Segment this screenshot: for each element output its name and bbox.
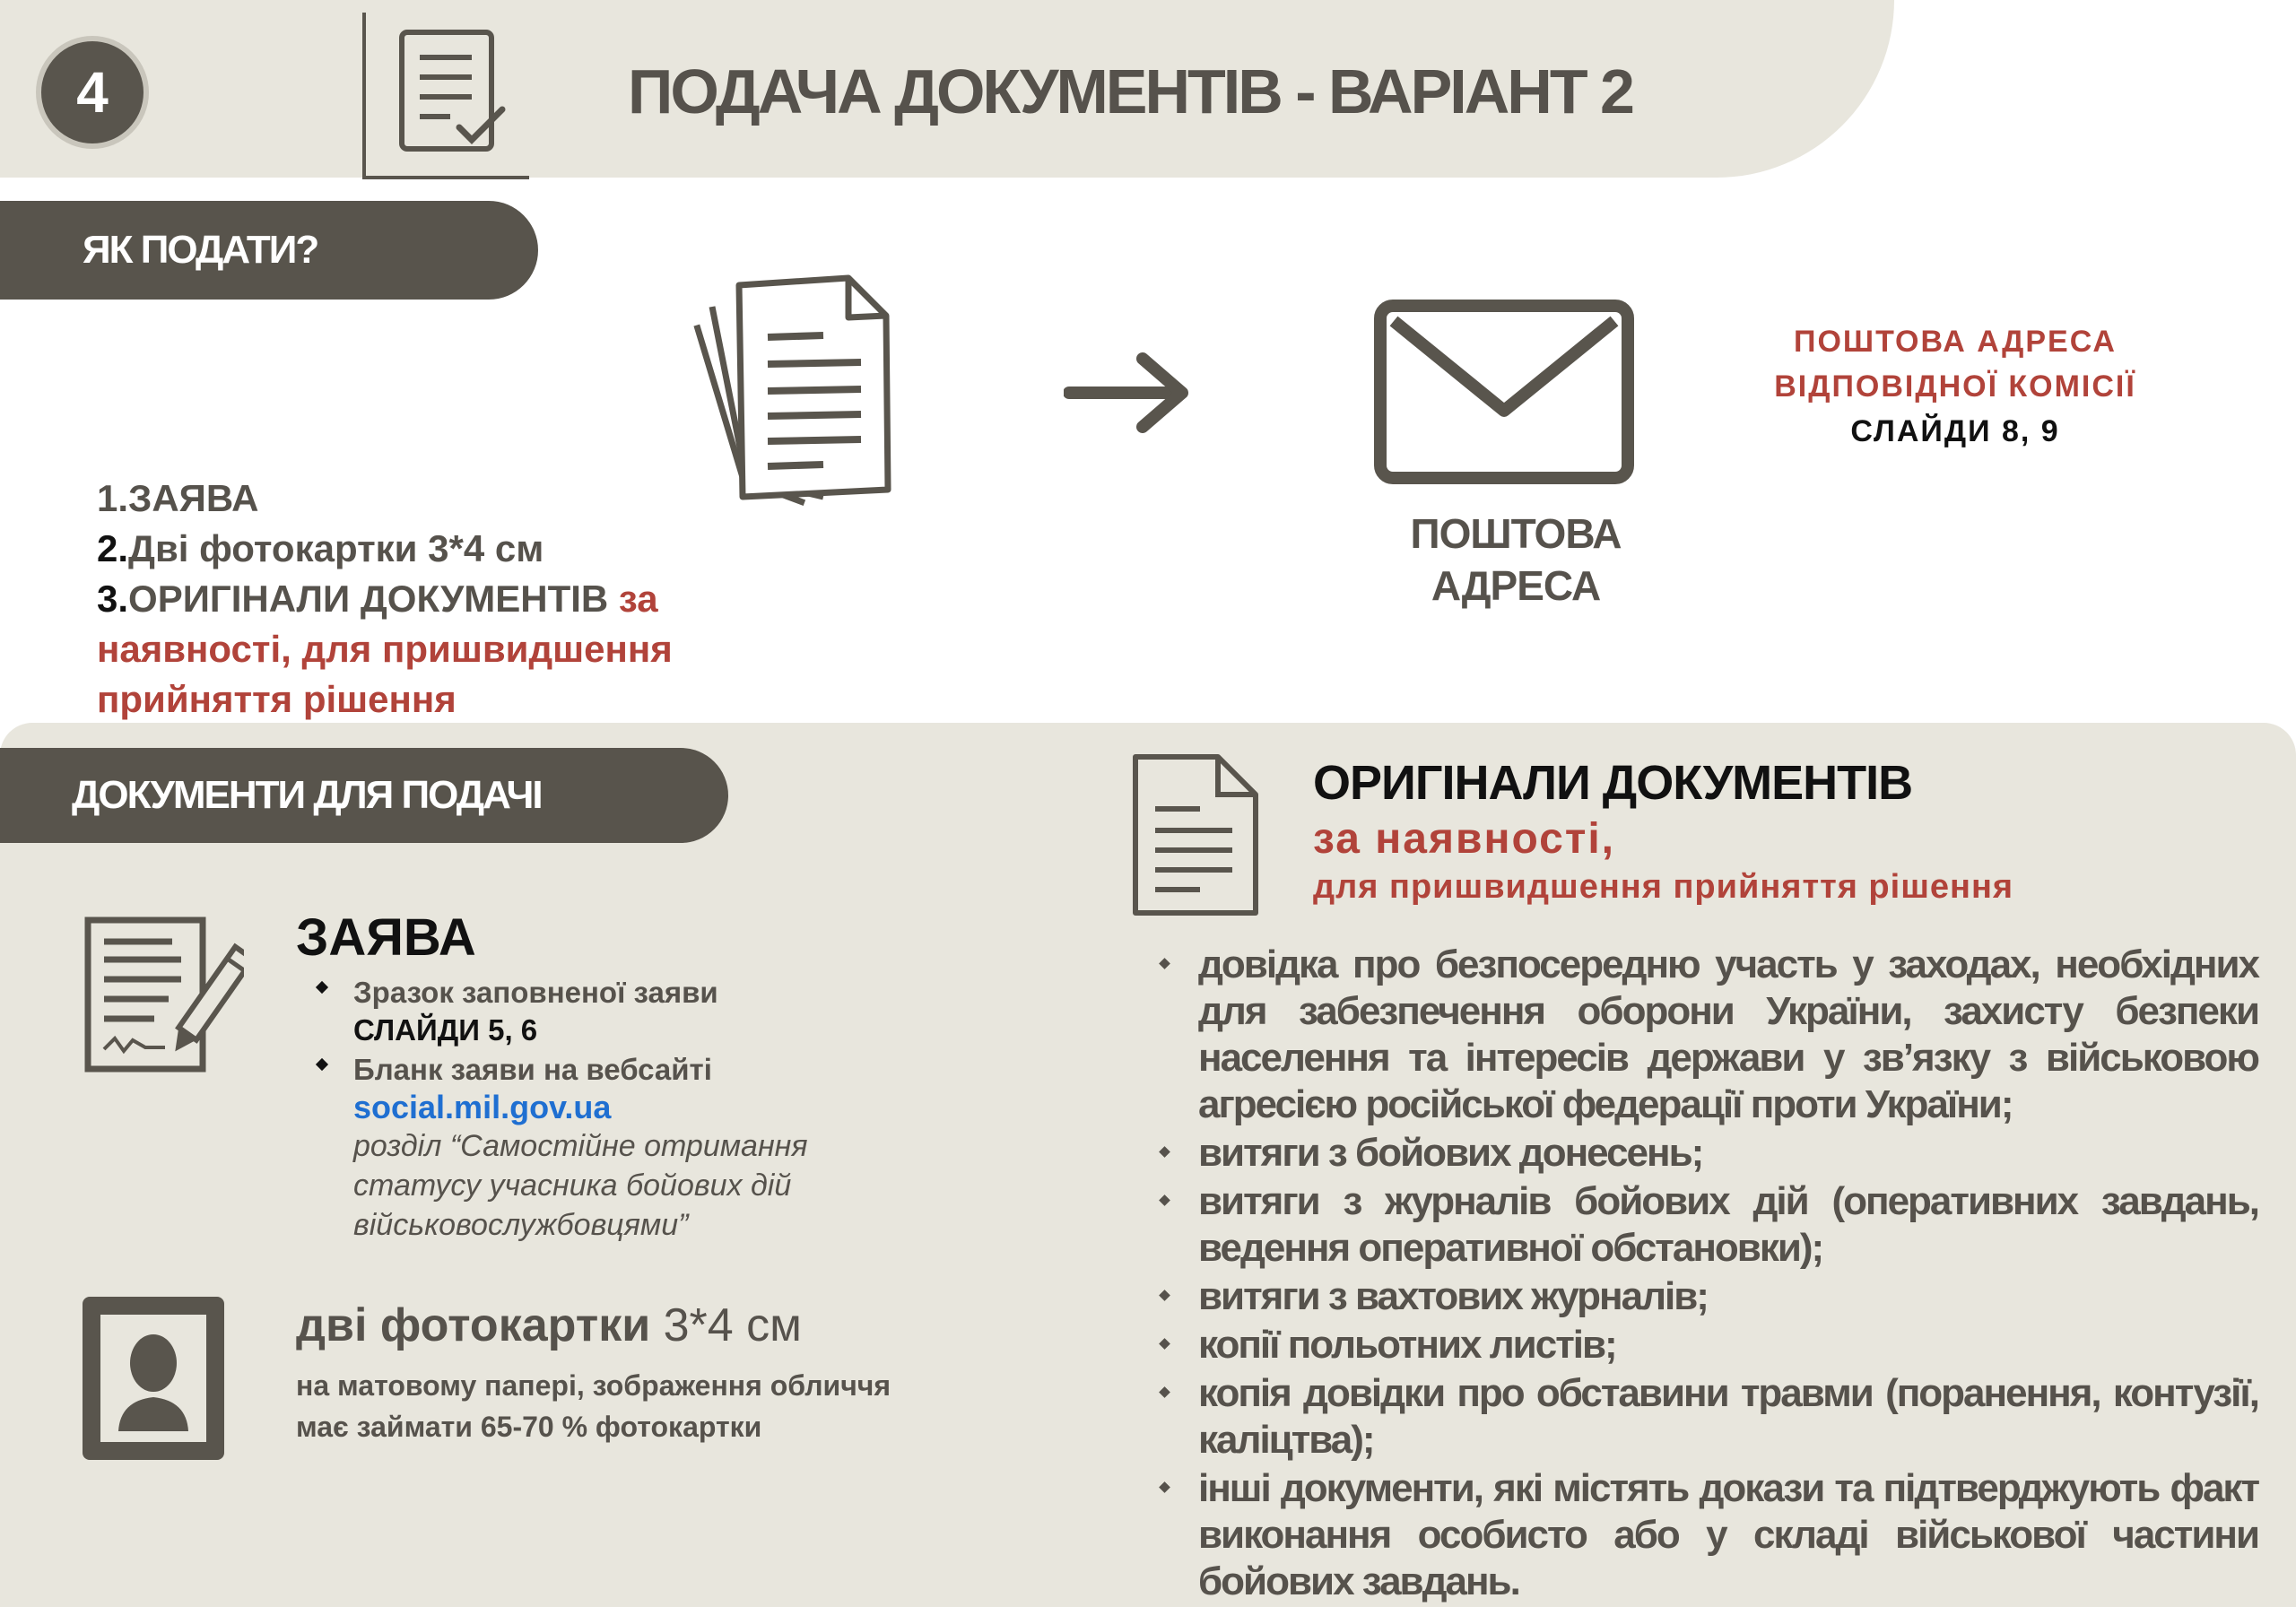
originals-item-text: витяги з вахтових журналів; (1198, 1274, 1708, 1318)
step-1: 1.ЗАЯВА (97, 477, 259, 519)
header-underline (362, 176, 529, 179)
originals-item-text: витяги з бойових донесень; (1198, 1131, 1703, 1175)
application-item-form-text: Бланк заяви на вебсайті (353, 1053, 712, 1086)
diamond-bullet-icon (1159, 1290, 1170, 1301)
form-with-pen-icon (83, 915, 244, 1076)
step-3-text: ОРИГІНАЛИ ДОКУМЕНТІВ (128, 578, 609, 620)
step-2-text: Дві фотокартки 3*4 см (128, 527, 544, 569)
step-number-badge: 4 (36, 36, 149, 149)
originals-subtitle-2: для пришвидшення прийняття рішення (1313, 868, 2014, 906)
diamond-bullet-icon (1159, 1146, 1170, 1158)
originals-item-text: копія довідки про обставини травми (поранення, контузії, каліцтва); (1198, 1371, 2258, 1462)
commission-note-slides: СЛАЙДИ 8, 9 (1850, 414, 2060, 448)
commission-address-note (1704, 319, 2206, 454)
step-3-number: 3. (97, 578, 129, 620)
photos-note-line2: має займати 65-70 % фотокартки (296, 1411, 762, 1443)
diamond-bullet-icon (316, 1058, 328, 1071)
section-label-documents: ДОКУМЕНТИ ДЛЯ ПОДАЧІ (0, 748, 728, 843)
application-note-line2: статусу учасника бойових дій (353, 1168, 792, 1203)
header-divider (362, 13, 366, 179)
step-2 (97, 524, 832, 574)
checklist-document-icon (396, 27, 515, 161)
originals-list-item (1157, 1130, 2258, 1177)
diamond-bullet-icon (1159, 1386, 1170, 1398)
application-item-sample-text: Зразок заповненої заяви (353, 976, 718, 1009)
photos-heading-bold: дві фотокартки (296, 1299, 651, 1351)
step-3-red-b: наявності, для пришвидшення (97, 628, 673, 670)
photos-heading (296, 1299, 802, 1352)
originals-item-text: копії польотних листів; (1198, 1323, 1616, 1367)
page-title: ПОДАЧА ДОКУМЕНТІВ - ВАРІАНТ 2 (628, 56, 1632, 126)
application-item-sample (314, 974, 960, 1049)
website-link[interactable]: social.mil.gov.ua (353, 1089, 612, 1125)
application-item-sample-slides: СЛАЙДИ 5, 6 (353, 1013, 538, 1047)
commission-note-line2: ВІДПОВІДНОЇ КОМІСІЇ (1774, 369, 2136, 404)
section-label-how-to-submit: ЯК ПОДАТИ? (0, 201, 538, 300)
originals-title: ОРИГІНАЛИ ДОКУМЕНТІВ (1313, 756, 1913, 810)
application-heading: ЗАЯВА (296, 908, 476, 967)
diamond-bullet-icon (316, 981, 328, 994)
originals-list-item (1157, 942, 2258, 1128)
originals-item-text: довідка про безпосередню участь у заходах, необхідних для забезпечення оборони України, захисту безпеки населення та інтересів держави у зв’язку з військовою агресією російської федерації проти України; (1198, 942, 2258, 1126)
photos-requirements (296, 1365, 1067, 1447)
document-icon (1132, 753, 1259, 916)
diamond-bullet-icon (1159, 1338, 1170, 1350)
application-note-line1: розділ “Самостійне отримання (353, 1129, 808, 1163)
application-item-form (314, 1051, 960, 1245)
step-2-number: 2. (97, 527, 129, 569)
portrait-photo-icon (83, 1297, 224, 1460)
step-3-red-a: за (608, 578, 658, 620)
submission-steps-list (97, 473, 832, 725)
originals-item-text: інші документи, які містять докази та підтверджують факт виконання особисто або у складі військової частини бойових завдань. (1198, 1466, 2258, 1603)
photos-heading-size: 3*4 см (650, 1299, 802, 1351)
originals-list-item (1157, 1370, 2258, 1464)
application-list (314, 974, 960, 1245)
postal-address-label (1354, 508, 1677, 612)
originals-list-item (1157, 1273, 2258, 1320)
postal-label-line1: ПОШТОВА (1410, 510, 1622, 557)
originals-subtitle-1: за наявності, (1313, 815, 1616, 863)
diamond-bullet-icon (1159, 1194, 1170, 1206)
originals-list-item (1157, 1465, 2258, 1605)
step-3-red-c: прийняття рішення (97, 678, 457, 720)
postal-label-line2: АДРЕСА (1431, 562, 1601, 609)
envelope-icon (1374, 300, 1634, 484)
diamond-bullet-icon (1159, 1481, 1170, 1493)
photos-note-line1: на матовому папері, зображення обличчя (296, 1369, 891, 1402)
commission-note-line1: ПОШТОВА АДРЕСА (1794, 325, 2117, 359)
originals-list-item (1157, 1178, 2258, 1272)
arrow-right-icon (1064, 350, 1195, 436)
application-note-line3: військовослужбовцями” (353, 1208, 689, 1242)
originals-list-item (1157, 1322, 2258, 1368)
step-3 (97, 574, 832, 624)
diamond-bullet-icon (1159, 958, 1170, 969)
originals-list (1157, 942, 2258, 1607)
originals-item-text: витяги з журналів бойових дій (оперативних завдань, ведення оперативної обстановки); (1198, 1179, 2258, 1270)
